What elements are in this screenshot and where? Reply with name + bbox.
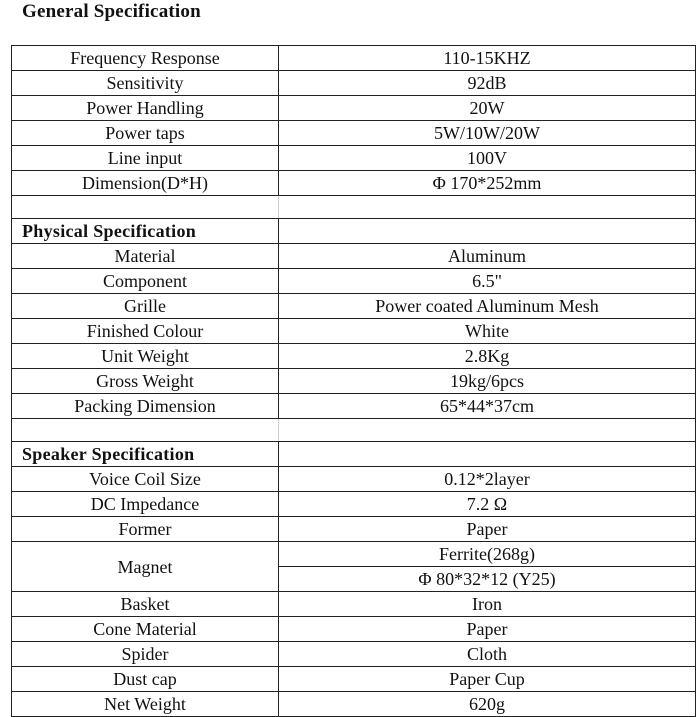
spec-row [12,121,696,146]
spec-value: White [279,319,696,344]
spacer-cell [279,419,696,442]
spec-row [12,146,696,171]
spec-value: Iron [279,592,696,617]
spec-label: Sensitivity [12,71,279,96]
spec-row [12,46,696,71]
spec-row [12,642,696,667]
spec-row [12,96,696,121]
spec-label: Power Handling [12,96,279,121]
spec-label: Spider [12,642,279,667]
spec-row-magnet [12,542,696,567]
section-title: Physical Specification [12,219,279,244]
spec-label: Component [12,269,279,294]
spacer-row [12,196,696,219]
section-header-speaker [12,442,696,467]
spacer-row [12,419,696,442]
spec-label: Cone Material [12,617,279,642]
spec-label: Line input [12,146,279,171]
spacer-cell [12,196,279,219]
spec-label: Power taps [12,121,279,146]
spec-value: Ferrite(268g) [279,542,696,567]
spec-value: Aluminum [279,244,696,269]
spec-value: Paper [279,617,696,642]
spec-row [12,369,696,394]
section-header-physical [12,219,696,244]
spec-value: 65*44*37cm [279,394,696,419]
spec-value: 92dB [279,71,696,96]
spec-row [12,269,696,294]
spec-value: 20W [279,96,696,121]
spec-label: Frequency Response [12,46,279,71]
spec-row [12,617,696,642]
spec-row [12,592,696,617]
spec-value: 620g [279,692,696,717]
document-title: General Specification [22,1,201,22]
spec-value: Φ 170*252mm [279,171,696,196]
spec-row [12,492,696,517]
spec-row [12,171,696,196]
spacer-cell [279,196,696,219]
spec-row [12,244,696,269]
specification-table [11,45,696,717]
spec-label: Grille [12,294,279,319]
spec-value: 7.2 Ω [279,492,696,517]
spec-value: Paper Cup [279,667,696,692]
spec-value: Φ 80*32*12 (Y25) [279,567,696,592]
spacer-cell [12,419,279,442]
section-empty-cell [279,442,696,467]
spec-label: Voice Coil Size [12,467,279,492]
spec-value: 6.5" [279,269,696,294]
spec-value: 19kg/6pcs [279,369,696,394]
spec-label: Finished Colour [12,319,279,344]
spec-label: Unit Weight [12,344,279,369]
spec-value: Paper [279,517,696,542]
spec-row [12,319,696,344]
spec-value: 100V [279,146,696,171]
spec-row [12,344,696,369]
spec-row [12,71,696,96]
spec-row [12,467,696,492]
spec-value: 5W/10W/20W [279,121,696,146]
spec-label: Basket [12,592,279,617]
spec-label: Former [12,517,279,542]
spec-label: Gross Weight [12,369,279,394]
spec-value: 2.8Kg [279,344,696,369]
spec-value: 0.12*2layer [279,467,696,492]
spec-label: Net Weight [12,692,279,717]
spec-label: Dimension(D*H) [12,171,279,196]
spec-value: Cloth [279,642,696,667]
spec-label: Packing Dimension [12,394,279,419]
spec-row [12,667,696,692]
spec-label: Dust cap [12,667,279,692]
spec-row [12,517,696,542]
spec-value: Power coated Aluminum Mesh [279,294,696,319]
spec-value: 110-15KHZ [279,46,696,71]
spec-label: DC Impedance [12,492,279,517]
spec-row [12,692,696,717]
spec-label: Magnet [12,542,279,592]
spec-row [12,294,696,319]
section-empty-cell [279,219,696,244]
spec-row [12,394,696,419]
section-title: Speaker Specification [12,442,279,467]
spec-label: Material [12,244,279,269]
